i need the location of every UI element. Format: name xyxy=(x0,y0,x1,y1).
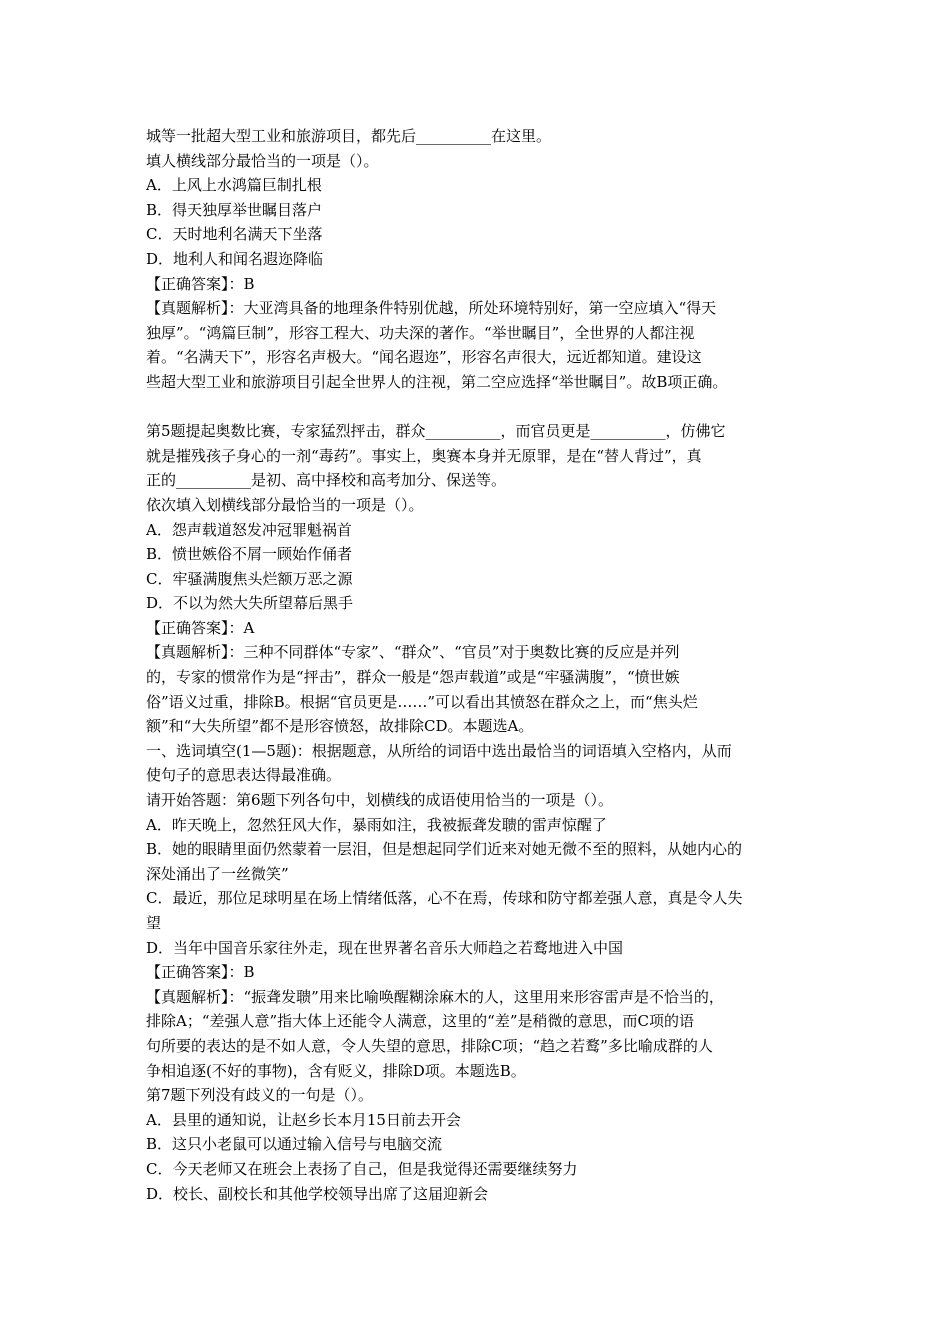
text-line: 俗”语义过重，排除B。根据“官员更是……”可以看出其愤怒在群众之上，而“焦头烂 xyxy=(146,692,698,711)
document-page xyxy=(146,124,811,1206)
text-line: 额”和“大失所望”都不是形容愤怒，故排除CD。本题选A。 xyxy=(146,717,534,736)
text-line: A．昨天晚上，忽然狂风大作，暴雨如注，我被振聋发聩的雷声惊醒了 xyxy=(146,815,607,834)
text-line: 一、选词填空(1—5题)：根据题意，从所给的词语中选出最恰当的词语填入空格内，从而 xyxy=(146,741,732,760)
text-line: 些超大型工业和旅游项目引起全世界人的注视，第二空应选择“举世瞩目”。故B项正确。 xyxy=(146,372,728,391)
text-line: 着。“名满天下”，形容名声极大。“闻名遐迩”，形容名声很大，远近都知道。建设这 xyxy=(146,348,702,367)
text-line: B．得天独厚举世瞩目落户 xyxy=(146,200,323,219)
section-gap xyxy=(146,395,811,420)
text-line: 第7题下列没有歧义的一句是（）。 xyxy=(146,1086,374,1105)
text-line: C．牢骚满腹焦头烂额万恶之源 xyxy=(146,569,353,588)
text-line: 就是摧残孩子身心的一剂“毒药”。事实上，奥赛本身并无原罪，是在“替人背过”，真 xyxy=(146,446,702,465)
text-line: 城等一批超大型工业和旅游项目，都先后__________在这里。 xyxy=(146,127,552,145)
text-line: 【正确答案】：B xyxy=(146,274,255,293)
text-line: 填人横线部分最恰当的一项是（）。 xyxy=(146,151,379,170)
text-line: 第5题提起奥数比赛，专家猛烈抨击，群众__________，而官员更是__________，仿佛它 xyxy=(146,422,726,441)
text-line: 句所要的表达的是不如人意，令人失望的意思，排除C项；“趋之若鹜”多比喻成群的人 xyxy=(146,1036,713,1055)
text-line: D．地利人和闻名遐迩降临 xyxy=(146,249,324,268)
text-line: B．她的眼睛里面仍然蒙着一层泪，但是想起同学们近来对她无微不至的照料，从她内心的 xyxy=(146,840,743,859)
text-line: A．县里的通知说，让赵乡长本月15日前去开会 xyxy=(146,1110,461,1129)
text-line: 【真题解析】：“振聋发聩”用来比喻唤醒糊涂麻木的人，这里用来形容雷声是不恰当的， xyxy=(146,987,724,1006)
text-line: 正的__________是初、高中择校和高考加分、保送等。 xyxy=(146,471,507,490)
text-line: 【正确答案】：B xyxy=(146,963,255,982)
question-block-5-continued xyxy=(146,124,811,395)
text-line: 望 xyxy=(146,914,162,932)
text-line: 的，专家的惯常作为是“抨击”，群众一般是“怨声载道”或是“牢骚满腹”，“愤世嫉 xyxy=(146,668,680,687)
text-line: A．怨声载道怒发冲冠罪魁祸首 xyxy=(146,520,352,539)
text-line: B．这只小老鼠可以通过输入信号与电脑交流 xyxy=(146,1135,443,1154)
text-line: D．当年中国音乐家往外走，现在世界著名音乐大师趋之若鹜地进入中国 xyxy=(146,938,624,957)
text-line: 排除A；“差强人意”指大体上还能令人满意，这里的“差”是稍微的意思，而C项的语 xyxy=(146,1012,694,1031)
text-line: C．天时地利名满天下坐落 xyxy=(146,225,323,244)
text-line: 争相追逐(不好的事物)，含有贬义，排除D项。本题选B。 xyxy=(146,1061,526,1080)
text-line: B．愤世嫉俗不屑一顾始作俑者 xyxy=(146,545,353,564)
text-line: 【正确答案】：A xyxy=(146,618,255,637)
text-line: 依次填入划横线部分最恰当的一项是（）。 xyxy=(146,495,424,514)
text-line: 独厚”。“鸿篇巨制”，形容工程大、功夫深的著作。“举世瞩目”，全世界的人都注视 xyxy=(146,323,695,342)
text-line: 使句子的意思表达得最准确。 xyxy=(146,766,342,785)
text-line: A．上风上水鸿篇巨制扎根 xyxy=(146,176,322,195)
text-line: 【真题解析】：大亚湾具备的地理条件特别优越，所处环境特别好，第一空应填入“得天 xyxy=(146,299,717,318)
text-line: 深处涌出了一丝微笑” xyxy=(146,864,289,883)
text-line: 请开始答题：第6题下列各句中，划横线的成语使用恰当的一项是（）。 xyxy=(146,791,614,810)
question-block-5-to-7 xyxy=(146,419,811,1206)
text-line: C．最近，那位足球明星在场上情绪低落，心不在焉，传球和防守都差强人意，真是令人失 xyxy=(146,889,743,908)
text-line: D．不以为然大失所望幕后黑手 xyxy=(146,594,354,613)
text-line: D．校长、副校长和其他学校领导出席了这届迎新会 xyxy=(146,1184,489,1203)
text-line: C．今天老师又在班会上表扬了自己，但是我觉得还需要继续努力 xyxy=(146,1159,578,1178)
text-line: 【真题解析】：三种不同群体“专家”、“群众”、“官员”对于奥数比赛的反应是并列 xyxy=(146,643,680,662)
